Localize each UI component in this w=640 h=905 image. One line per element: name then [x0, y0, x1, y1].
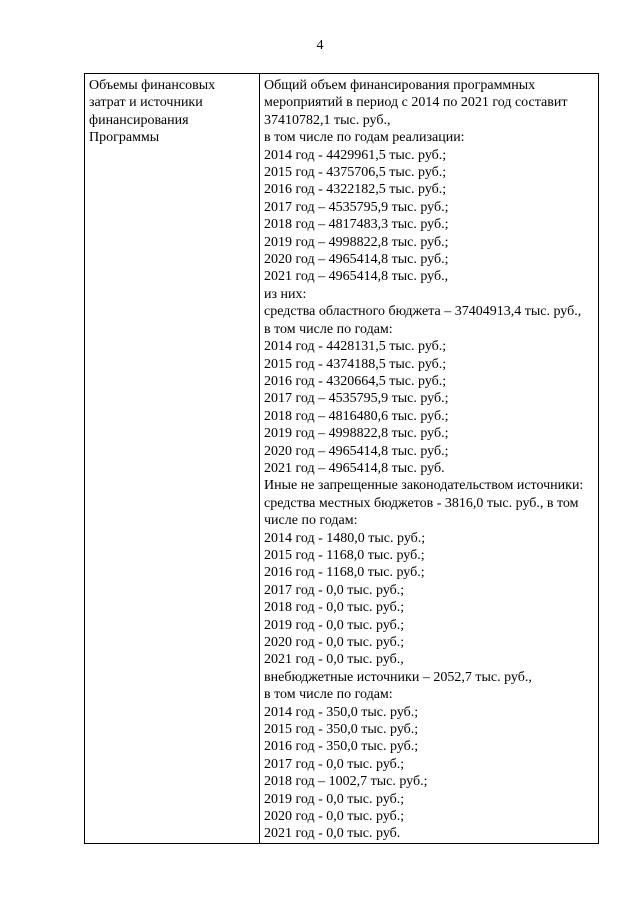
financing-label-line: Объемы финансовых	[89, 78, 216, 93]
financing-content-line: 2021 год - 0,0 тыс. руб.	[264, 826, 401, 842]
financing-content-line: 37410782,1 тыс. руб.,	[264, 112, 391, 128]
financing-content-line: средства местных бюджетов - 3816,0 тыс. руб., в том	[264, 495, 579, 511]
financing-content-line: 2021 год – 4965414,8 тыс. руб.,	[264, 269, 449, 285]
financing-content-line: 2018 год – 4817483,3 тыс. руб.;	[264, 217, 449, 233]
financing-label-line: финансирования	[89, 112, 189, 128]
financing-content-line: 2019 год – 4998822,8 тыс. руб.;	[264, 234, 449, 250]
financing-content-line: 2014 год - 4429961,5 тыс. руб.;	[264, 147, 447, 163]
financing-content-line: 2019 год - 0,0 тыс. руб.;	[264, 791, 405, 807]
financing-content-line: 2020 год – 4965414,8 тыс. руб.;	[264, 252, 449, 268]
financing-content-line: из них:	[264, 286, 307, 302]
financing-label-line: затрат и источники	[89, 95, 203, 111]
financing-content-line: 2016 год - 4320664,5 тыс. руб.;	[264, 373, 447, 389]
financing-content-line: в том числе по годам:	[264, 321, 393, 337]
financing-content-line: 2014 год - 4428131,5 тыс. руб.;	[264, 339, 447, 355]
financing-content-line: внебюджетные источники – 2052,7 тыс. руб.,	[264, 669, 532, 685]
financing-content-line: мероприятий в период с 2014 по 2021 год составит	[264, 95, 568, 111]
financing-content-line: Иные не запрещенные законодательством источники:	[264, 478, 584, 494]
financing-content-line: 2015 год - 4375706,5 тыс. руб.;	[264, 165, 447, 181]
financing-label-line: Программы	[89, 130, 160, 146]
financing-content-line: 2016 год - 4322182,5 тыс. руб.;	[264, 182, 447, 198]
financing-content-line: в том числе по годам:	[264, 687, 393, 703]
financing-content-line: числе по годам:	[264, 513, 358, 529]
financing-content-line: Общий объем финансирования программных	[264, 78, 536, 93]
financing-content-line: 2017 год - 0,0 тыс. руб.;	[264, 582, 405, 598]
financing-content-line: средства областного бюджета – 37404913,4 тыс. руб.,	[264, 304, 582, 320]
financing-content-line: 2018 год – 4816480,6 тыс. руб.;	[264, 408, 449, 424]
financing-label-cell	[85, 74, 260, 844]
financing-content-line: 2019 год – 4998822,8 тыс. руб.;	[264, 426, 449, 442]
financing-content-line: 2016 год - 350,0 тыс. руб.;	[264, 739, 419, 755]
financing-content-line: 2019 год - 0,0 тыс. руб.;	[264, 617, 405, 633]
financing-content-line: 2017 год – 4535795,9 тыс. руб.;	[264, 391, 449, 407]
financing-content-line: в том числе по годам реализации:	[264, 130, 465, 146]
financing-content-line: 2014 год - 350,0 тыс. руб.;	[264, 704, 419, 720]
financing-content-line: 2021 год – 4965414,8 тыс. руб.	[264, 460, 445, 476]
financing-content-line: 2018 год - 0,0 тыс. руб.;	[264, 600, 405, 616]
page-number: 4	[316, 38, 324, 53]
financing-content-line: 2017 год - 0,0 тыс. руб.;	[264, 756, 405, 772]
table-row	[85, 74, 599, 844]
financing-content-line: 2015 год - 350,0 тыс. руб.;	[264, 722, 419, 738]
financing-content-line: 2020 год - 0,0 тыс. руб.;	[264, 809, 405, 825]
financing-table	[84, 73, 599, 844]
financing-content-line: 2014 год - 1480,0 тыс. руб.;	[264, 530, 426, 546]
financing-content-line: 2017 год – 4535795,9 тыс. руб.;	[264, 199, 449, 215]
financing-content-cell	[260, 74, 599, 844]
financing-content-line: 2015 год - 4374188,5 тыс. руб.;	[264, 356, 447, 372]
financing-content-line: 2020 год - 0,0 тыс. руб.;	[264, 635, 405, 650]
financing-content-line: 2021 год - 0,0 тыс. руб.,	[264, 652, 404, 668]
financing-content-line: 2018 год – 1002,7 тыс. руб.;	[264, 774, 428, 790]
financing-content-line: 2016 год - 1168,0 тыс. руб.;	[264, 565, 425, 581]
financing-content-line: 2015 год - 1168,0 тыс. руб.;	[264, 547, 425, 563]
financing-content-line: 2020 год – 4965414,8 тыс. руб.;	[264, 443, 449, 459]
